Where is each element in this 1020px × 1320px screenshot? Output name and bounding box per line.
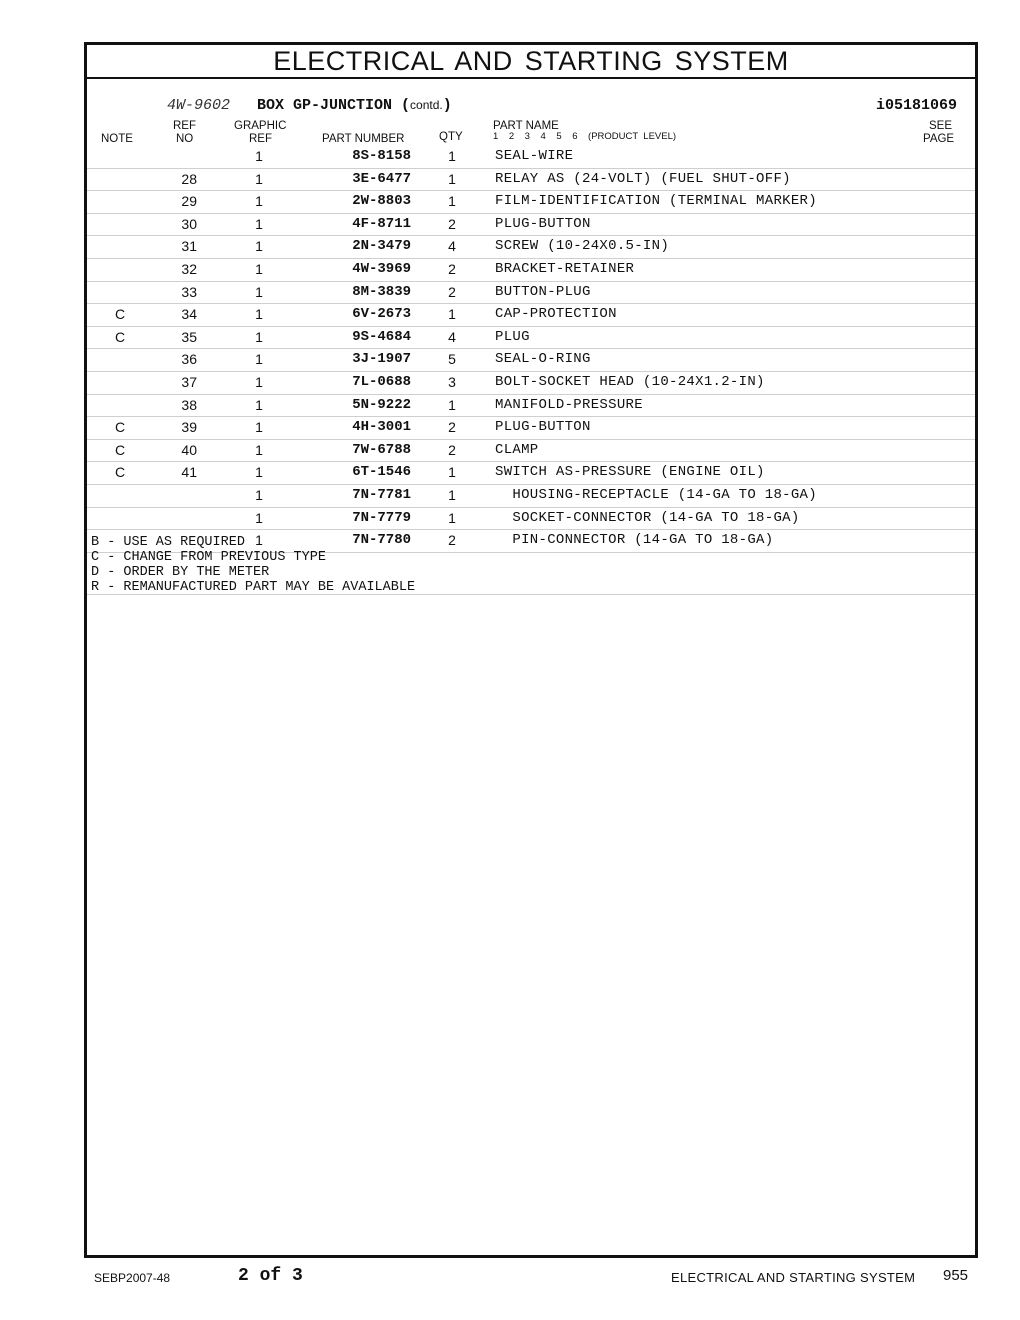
table-row [87, 214, 975, 237]
qty-cell: 3 [448, 373, 456, 390]
graphic-ref-cell: 1 [255, 419, 263, 436]
graphic-ref-cell: 1 [255, 532, 263, 549]
part-name-cell: HOUSING-RECEPTACLE (14-GA TO 18-GA) [495, 486, 817, 503]
ref-no-cell: 29 [181, 193, 197, 210]
page-footer [0, 1266, 1020, 1290]
graphic-ref-cell: 1 [255, 486, 263, 503]
page-frame [84, 42, 978, 1258]
graphic-ref-cell: 1 [255, 351, 263, 368]
ref-no-cell: 37 [181, 373, 197, 390]
assembly-name [257, 97, 452, 114]
table-row [87, 349, 975, 372]
ref-no-cell: 34 [181, 306, 197, 323]
header-part-number: PART NUMBER [322, 133, 405, 145]
note-r: R - REMANUFACTURED PART MAY BE AVAILABLE [91, 580, 416, 595]
note-c: C - CHANGE FROM PREVIOUS TYPE [91, 550, 326, 565]
header-product-level: 1 2 3 4 5 6 (PRODUCT LEVEL) [493, 131, 677, 142]
table-row [87, 146, 975, 169]
qty-cell: 1 [448, 464, 456, 481]
part-number-cell: 7N-7781 [352, 486, 411, 503]
part-name-cell: BRACKET-RETAINER [495, 260, 635, 277]
qty-cell: 1 [448, 306, 456, 323]
part-number-cell: 5N-9222 [352, 396, 411, 413]
graphic-ref-cell: 1 [255, 283, 263, 300]
header-part-name: PART NAME [493, 120, 559, 132]
qty-cell: 2 [448, 215, 456, 232]
part-name-cell: RELAY AS (24-VOLT) (FUEL SHUT-OFF) [495, 170, 791, 187]
part-number-cell: 7N-7779 [352, 509, 411, 526]
note-cell: C [115, 419, 126, 436]
graphic-ref-cell: 1 [255, 509, 263, 526]
ref-no-cell: 35 [181, 328, 197, 345]
header-see-top: SEE [929, 120, 953, 132]
part-number-cell: 9S-4684 [352, 328, 411, 345]
part-name-cell: FILM-IDENTIFICATION (TERMINAL MARKER) [495, 193, 817, 210]
parts-table [87, 146, 975, 553]
graphic-ref-cell: 1 [255, 328, 263, 345]
part-number-cell: 7W-6788 [352, 441, 411, 458]
header-ref-bottom: NO [176, 133, 194, 145]
table-row [87, 191, 975, 214]
part-name-cell: SOCKET-CONNECTOR (14-GA TO 18-GA) [495, 509, 800, 526]
part-name-cell: CLAMP [495, 441, 539, 458]
graphic-ref-cell: 1 [255, 193, 263, 210]
graphic-ref-cell: 1 [255, 306, 263, 323]
part-name-cell: CAP-PROTECTION [495, 306, 617, 323]
qty-cell: 1 [448, 509, 456, 526]
table-row [87, 236, 975, 259]
part-number-cell: 6V-2673 [352, 306, 411, 323]
part-number-cell: 4W-3969 [352, 260, 411, 277]
part-name-cell: SWITCH AS-PRESSURE (ENGINE OIL) [495, 464, 765, 481]
part-number-cell: 2W-8803 [352, 193, 411, 210]
part-number-cell: 7L-0688 [352, 373, 411, 390]
footer-doc-id: SEBP2007-48 [94, 1271, 171, 1285]
table-row [87, 372, 975, 395]
table-row [87, 462, 975, 485]
graphic-ref-cell: 1 [255, 373, 263, 390]
note-b: B - USE AS REQUIRED [91, 535, 245, 550]
graphic-ref-cell: 1 [255, 260, 263, 277]
footer-page-of: 2 of 3 [238, 1266, 303, 1286]
ref-no-cell: 41 [181, 464, 197, 481]
table-header [87, 119, 975, 147]
assembly-contd: contd. [410, 98, 443, 112]
header-ref-top: REF [173, 120, 196, 132]
header-qty: QTY [439, 131, 463, 143]
part-number-cell: 8M-3839 [352, 283, 411, 300]
qty-cell: 2 [448, 532, 456, 549]
ref-no-cell: 28 [181, 170, 197, 187]
qty-cell: 1 [448, 396, 456, 413]
table-row [87, 485, 975, 508]
qty-cell: 2 [448, 419, 456, 436]
assembly-number: 4W-9602 [167, 97, 231, 114]
qty-cell: 4 [448, 238, 456, 255]
graphic-ref-cell: 1 [255, 215, 263, 232]
graphic-ref-cell: 1 [255, 148, 263, 164]
assembly-heading [87, 97, 975, 117]
part-name-cell: SEAL-WIRE [495, 148, 574, 164]
ref-no-cell: 38 [181, 396, 197, 413]
part-number-cell: 3E-6477 [352, 170, 411, 187]
ref-no-cell: 40 [181, 441, 197, 458]
footer-section: ELECTRICAL AND STARTING SYSTEM [671, 1270, 916, 1285]
footer-page-number: 955 [943, 1267, 969, 1284]
header-graphic-top: GRAPHIC [234, 120, 287, 132]
qty-cell: 5 [448, 351, 456, 368]
part-name-cell: MANIFOLD-PRESSURE [495, 396, 643, 413]
ref-no-cell: 32 [181, 260, 197, 277]
part-number-cell: 2N-3479 [352, 238, 411, 255]
graphic-ref-cell: 1 [255, 170, 263, 187]
table-row [87, 327, 975, 350]
part-number-cell: 4H-3001 [352, 419, 411, 436]
assembly-name-close: ) [442, 97, 452, 114]
part-number-cell: 6T-1546 [352, 464, 411, 481]
graphic-ref-cell: 1 [255, 441, 263, 458]
graphic-ref-cell: 1 [255, 396, 263, 413]
illustration-id: i05181069 [875, 97, 957, 114]
note-d: D - ORDER BY THE METER [91, 565, 270, 580]
qty-cell: 1 [448, 193, 456, 210]
part-name-cell: PLUG [495, 328, 530, 345]
note-cell: C [115, 306, 126, 323]
qty-cell: 2 [448, 260, 456, 277]
ref-no-cell: 33 [181, 283, 197, 300]
part-name-cell: BOLT-SOCKET HEAD (10-24X1.2-IN) [495, 373, 765, 390]
header-note: NOTE [101, 133, 133, 145]
part-number-cell: 3J-1907 [352, 351, 411, 368]
qty-cell: 1 [448, 486, 456, 503]
header-see-bottom: PAGE [923, 133, 955, 145]
table-row [87, 508, 975, 531]
notes-legend [91, 535, 415, 595]
graphic-ref-cell: 1 [255, 238, 263, 255]
part-name-cell: BUTTON-PLUG [495, 283, 591, 300]
ref-no-cell: 39 [181, 419, 197, 436]
graphic-ref-cell: 1 [255, 464, 263, 481]
qty-cell: 4 [448, 328, 456, 345]
ref-no-cell: 31 [181, 238, 197, 255]
page-title: ELECTRICAL AND STARTING SYSTEM [87, 45, 975, 79]
ref-no-cell: 36 [181, 351, 197, 368]
part-name-cell: SEAL-O-RING [495, 351, 591, 368]
ref-no-cell: 30 [181, 215, 197, 232]
qty-cell: 1 [448, 148, 456, 164]
table-row [87, 417, 975, 440]
table-row [87, 282, 975, 305]
table-row [87, 440, 975, 463]
table-row [87, 169, 975, 192]
assembly-name-text: BOX GP-JUNCTION ( [257, 97, 411, 114]
table-row [87, 304, 975, 327]
part-number-cell: 4F-8711 [352, 215, 411, 232]
part-number-cell: 7N-7780 [352, 532, 411, 549]
note-cell: C [115, 441, 126, 458]
note-cell: C [115, 464, 126, 481]
part-name-cell: PLUG-BUTTON [495, 419, 591, 436]
header-graphic-bottom: REF [249, 133, 272, 145]
qty-cell: 2 [448, 441, 456, 458]
note-cell: C [115, 328, 126, 345]
part-name-cell: PLUG-BUTTON [495, 215, 591, 232]
qty-cell: 2 [448, 283, 456, 300]
part-name-cell: SCREW (10-24X0.5-IN) [495, 238, 670, 255]
part-number-cell: 8S-8158 [352, 148, 411, 164]
qty-cell: 1 [448, 170, 456, 187]
part-name-cell: PIN-CONNECTOR (14-GA TO 18-GA) [495, 532, 774, 549]
table-row [87, 259, 975, 282]
table-row [87, 395, 975, 418]
notes-divider [87, 594, 975, 595]
